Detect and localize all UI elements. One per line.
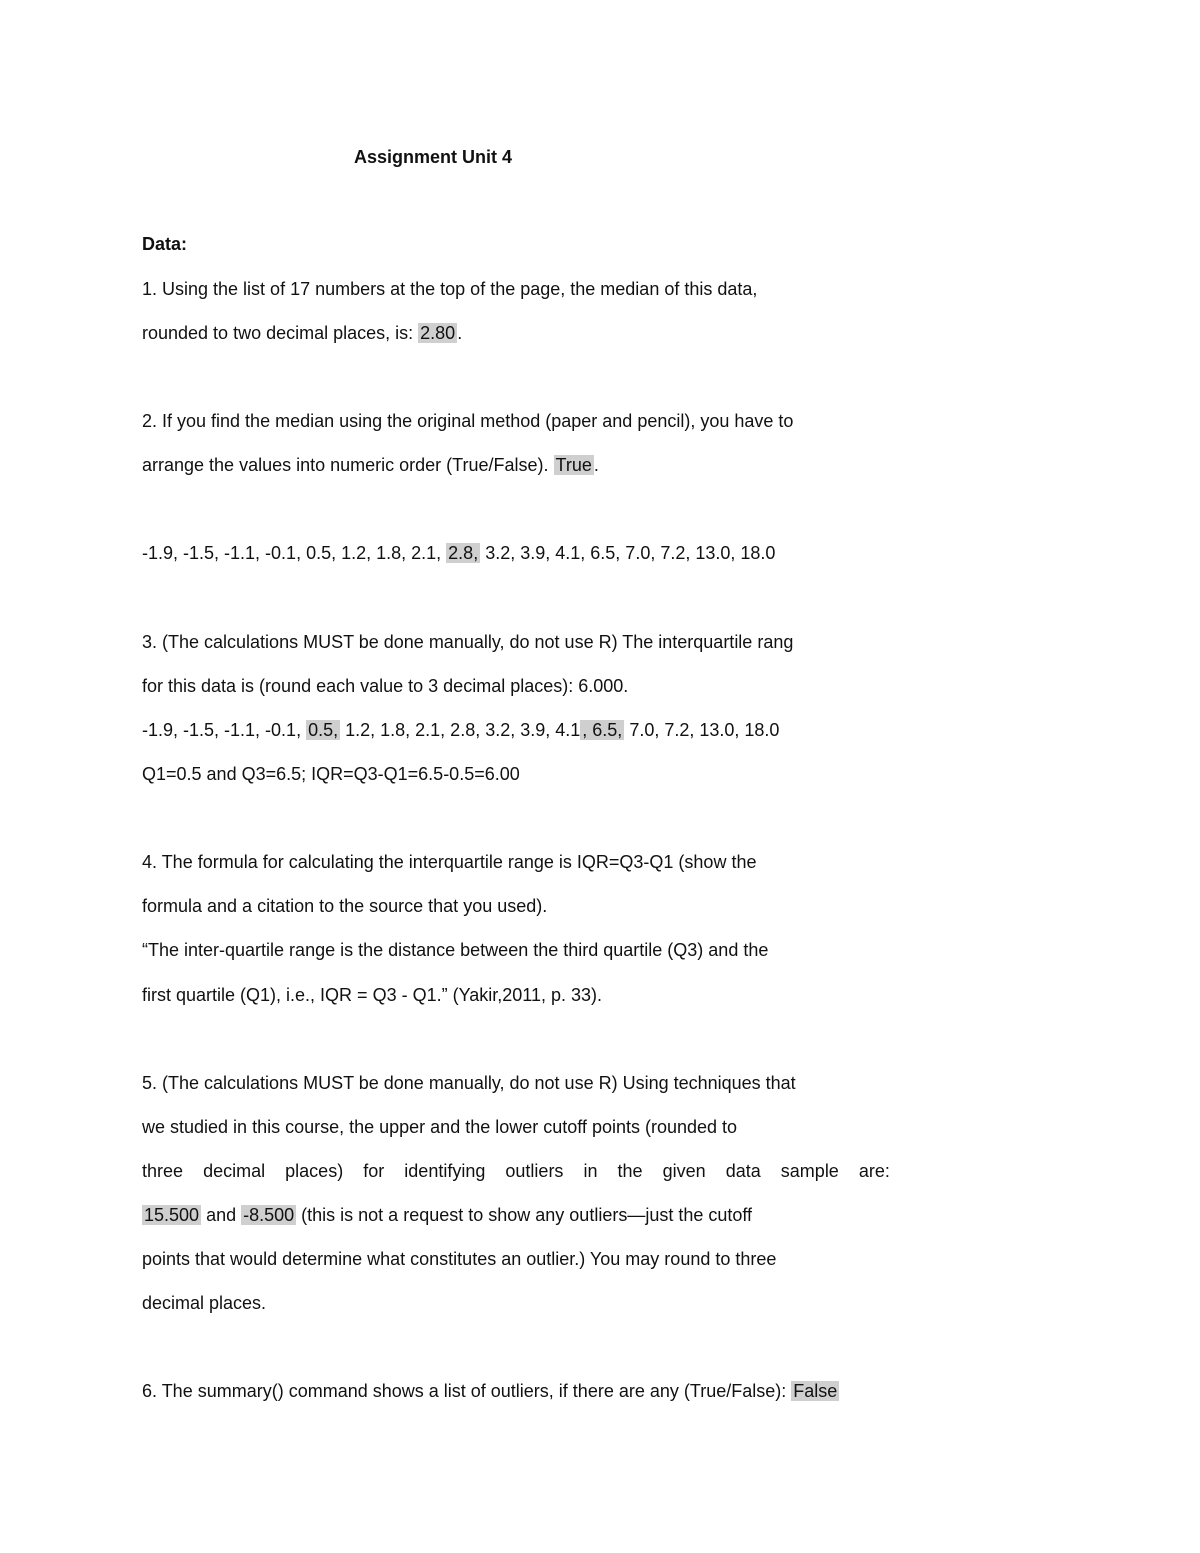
q5-word: outliers: [505, 1161, 564, 1181]
q3-value: , 6.5,: [582, 720, 623, 740]
q6-answer: False: [793, 1381, 838, 1401]
q3-quartile-list: [142, 718, 779, 742]
q1-value: 0.5,: [308, 720, 339, 740]
quartile-list-a: -1.9, -1.5, -1.1, -0.1,: [142, 720, 307, 740]
q5-line6: decimal places.: [142, 1293, 267, 1313]
q4-quote-line1: “The inter-quartile range is the distance between the third quartile (Q3) and the: [142, 940, 769, 960]
q4-line1: 4. The formula for calculating the interquartile range is IQR=Q3-Q1 (show the: [142, 852, 757, 872]
q2-text: arrange the values into numeric order (True/False).: [142, 455, 554, 475]
q5-word: sample: [780, 1161, 839, 1181]
q5-line4: [142, 1203, 752, 1227]
q5-line1: 5. (The calculations MUST be done manually, do not use R) Using techniques that: [142, 1073, 796, 1093]
q5-word: for: [363, 1161, 385, 1181]
q2-line1: 2. If you find the median using the original method (paper and pencil), you have to: [142, 411, 794, 431]
sorted-list-start: -1.9, -1.5, -1.1, -0.1, 0.5, 1.2, 1.8, 2.1,: [142, 543, 447, 563]
q5-word: decimal: [203, 1161, 266, 1181]
q1-punct: .: [457, 323, 463, 343]
quartile-list-c: 7.0, 7.2, 13.0, 18.0: [624, 720, 780, 740]
q3-line2: for this data is (round each value to 3 decimal places): 6.000.: [142, 676, 629, 696]
q1-text: rounded to two decimal places, is:: [142, 323, 419, 343]
q1-answer: 2.80: [420, 323, 456, 343]
q1-line2: [142, 321, 462, 345]
q5-word: data: [725, 1161, 761, 1181]
q3-line1: 3. (The calculations MUST be done manually, do not use R) The interquartile rang: [142, 632, 794, 652]
upper-cutoff: 15.500: [144, 1205, 200, 1225]
page-title: Assignment Unit 4: [354, 147, 513, 167]
and-text: and: [201, 1205, 242, 1225]
lower-cutoff: -8.500: [243, 1205, 295, 1225]
q2-line2: [142, 453, 599, 477]
q5-line5: points that would determine what constitutes an outlier.) You may round to three: [142, 1249, 777, 1269]
sorted-list-end: 3.2, 3.9, 4.1, 6.5, 7.0, 7.2, 13.0, 18.0: [480, 543, 776, 563]
q5-word: three: [142, 1161, 184, 1181]
q5-word: given: [662, 1161, 706, 1181]
q5-line3: [142, 1159, 890, 1183]
median-value: 2.8,: [448, 543, 479, 563]
q5-word: are:: [858, 1161, 890, 1181]
q5-word: identifying: [404, 1161, 486, 1181]
q6-text: 6. The summary() command shows a list of outliers, if there are any (True/False):: [142, 1381, 792, 1401]
q4-quote-line2: first quartile (Q1), i.e., IQR = Q3 - Q1.” (Yakir,2011, p. 33).: [142, 985, 602, 1005]
q4-line2: formula and a citation to the source that you used).: [142, 896, 548, 916]
q5-line2: we studied in this course, the upper and the lower cutoff points (rounded to: [142, 1117, 738, 1137]
q5-word: places): [285, 1161, 344, 1181]
data-heading: Data:: [142, 234, 188, 254]
q5-line4-text: (this is not a request to show any outliers—just the cutoff: [296, 1205, 753, 1225]
q5-word: the: [617, 1161, 643, 1181]
quartile-list-b: 1.2, 1.8, 2.1, 2.8, 3.2, 3.9, 4.1: [340, 720, 581, 740]
q1-line1: 1. Using the list of 17 numbers at the top of the page, the median of this data,: [142, 279, 758, 299]
q3-iqr-calc: Q1=0.5 and Q3=6.5; IQR=Q3-Q1=6.5-0.5=6.00: [142, 764, 520, 784]
q5-word: in: [583, 1161, 598, 1181]
q6-line: [142, 1379, 839, 1403]
q2-answer: True: [555, 455, 592, 475]
q2-punct: .: [593, 455, 599, 475]
q2-sorted-list: [142, 541, 775, 565]
